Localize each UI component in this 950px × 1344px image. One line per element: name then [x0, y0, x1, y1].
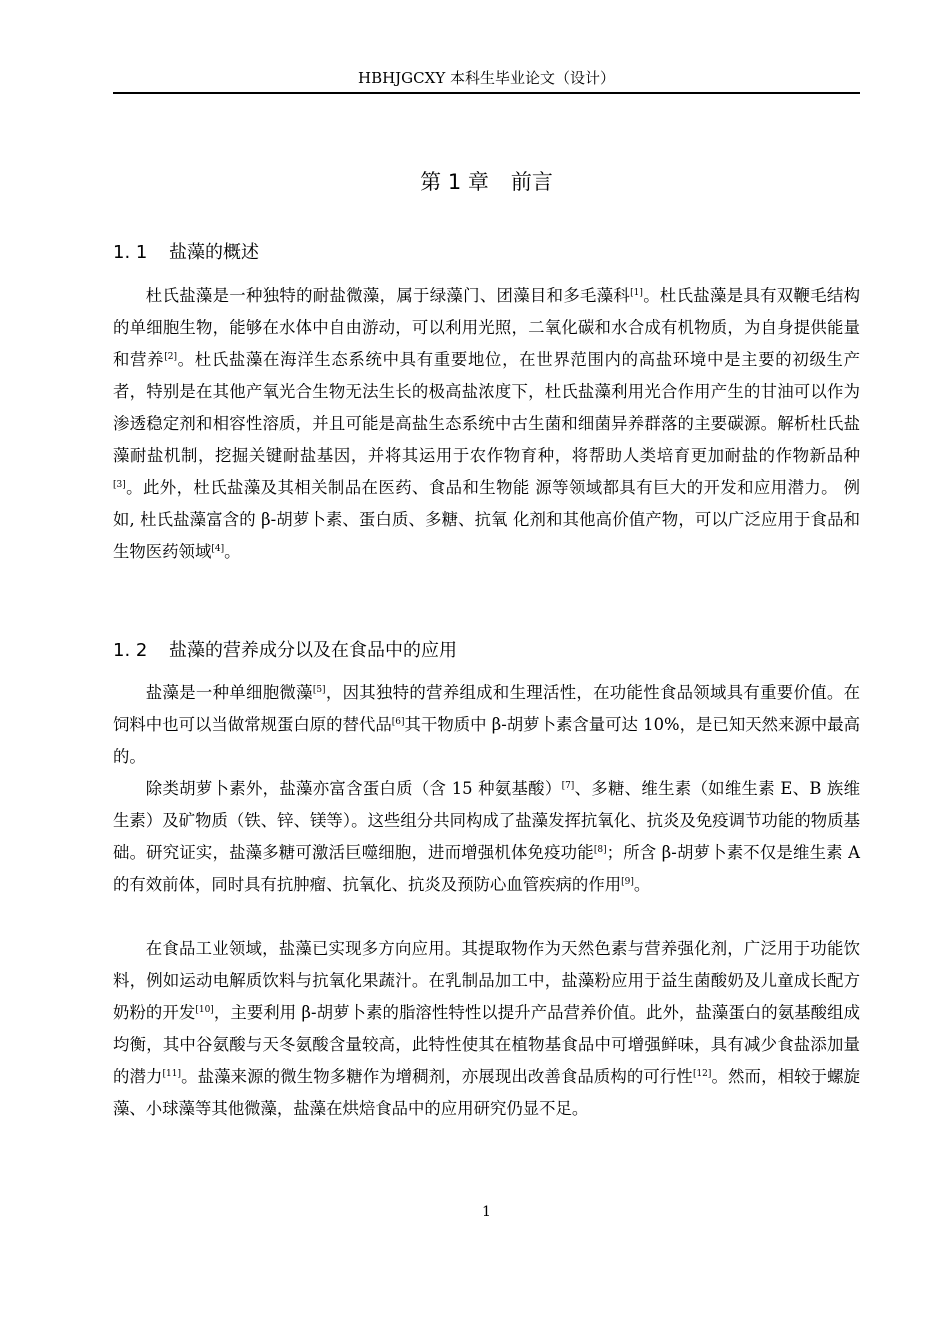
running-header: HBHJGCXY 本科生毕业论文（设计） — [357, 69, 615, 87]
section-title: 盐藻的营养成分以及在食品中的应用 — [169, 640, 457, 661]
text-run: 除类胡萝卜素外，盐藻亦富含蛋白质（含 15 种氨基酸） — [145, 779, 562, 798]
citation-ref: [4] — [211, 544, 225, 554]
body-paragraph — [113, 677, 860, 773]
citation-ref: [10] — [195, 1005, 214, 1015]
citation-ref: [9] — [621, 877, 634, 887]
text-run: ，主要利用 β-胡萝卜素的脂溶性特性以提升产品营养价值。此外，盐藻蛋白的氨基酸组成均衡，其中谷氨酸与天冬氨酸含量较高，此特性使其在植物基食品中可增强鲜味，具有减少食盐添加量的潜力 — [113, 1003, 860, 1086]
body-paragraph — [113, 933, 860, 1125]
section-heading-1-2 — [113, 638, 860, 664]
body-paragraph — [113, 280, 860, 568]
citation-ref: [12] — [692, 1069, 712, 1079]
text-run: 。此外，杜氏盐藻及其相关制品在医药、食品和生物能 源等领域都具有巨大的开发和应用潜力。 例如, 杜氏盐藻富含的 β-胡萝卜素、蛋白质、多糖、抗氧 化剂和其他高价值产物，可以广泛应用于食品和 生物医药领域 — [113, 478, 860, 561]
section-heading-1-1 — [113, 240, 860, 266]
section-title: 盐藻的概述 — [169, 242, 259, 263]
text-run: 、多糖、维生素（如维生素 E、B 族维生素）及矿物质（铁、锌、镁等）。这些组分共同构成了盐藻发挥抗氧化、抗炎及免疫调节功能的物质基础。研究证实，盐藻多糖可激活巨噬细胞，进而增强机体免疫功能 — [113, 779, 860, 862]
section-number: 1. 2 — [113, 640, 148, 661]
text-run: 杜氏盐藻是一种独特的耐盐微藻，属于绿藻门、团藻目和多毛藻科 — [145, 286, 631, 305]
citation-ref: [6] — [391, 717, 405, 727]
chapter-number: 第 1 章 — [420, 170, 489, 194]
text-run: 。杜氏盐藻是具有双鞭毛结构的单细胞生物，能够在水体中自由游动，可以利用光照，二氧化碳和水合成有机物质，为自身提供能量和营养 — [113, 286, 861, 369]
text-run: ；所含 β-胡萝卜素不仅是维生素 A 的有效前体，同时具有抗肿瘤、抗氧化、抗炎及预防心血管疾病的作用 — [113, 843, 861, 894]
citation-ref: [7] — [561, 781, 575, 791]
header-rule — [113, 92, 860, 94]
text-run: 盐藻是一种单细胞微藻 — [145, 683, 313, 702]
text-run: 。 — [224, 542, 241, 561]
text-run: 。杜氏盐藻在海洋生态系统中具有重要地位，在世界范围内的高盐环境中是主要的初级生产者，特别是在其他产氧光合生物无法生长的极高盐浓度下，杜氏盐藻利用光合作用产生的甘油可以作为渗透稳定剂和相容性溶质，并且可能是高盐生态系统中古生菌和细菌异养群落的主要碳源。解析杜氏盐藻耐盐机制，挖掘关键耐盐基因，并将其运用于农作物育种，将帮助人类培育更加耐盐的作物新品种 — [113, 350, 861, 465]
page-number: 1 — [482, 1204, 491, 1220]
citation-ref: [11] — [162, 1069, 182, 1079]
citation-ref: [5] — [312, 685, 326, 695]
body-paragraph — [113, 773, 860, 901]
text-run: 在食品工业领域，盐藻已实现多方向应用。其提取物作为天然色素与营养强化剂，广泛用于功能饮料，例如运动电解质饮料与抗氧化果蔬汁。在乳制品加工中，盐藻粉应用于益生菌酸奶及儿童成长配方奶粉的开发 — [113, 939, 860, 1022]
section-number: 1. 1 — [113, 242, 148, 263]
text-run: ，因其独特的营养组成和生理活性，在功能性食品领域具有重要价值。在饲料中也可以当做常规蛋白原的替代品 — [113, 683, 861, 734]
citation-ref: [3] — [113, 480, 126, 490]
text-run: 其干物质中 β-胡萝卜素含量可达 10%，是已知天然来源中最高的。 — [113, 715, 860, 766]
text-run: 。然而，相较于螺旋藻、小球藻等其他微藻，盐藻在烘焙食品中的应用研究仍显不足。 — [113, 1067, 861, 1118]
citation-ref: [1] — [630, 288, 643, 298]
chapter-title — [113, 167, 860, 197]
text-run: 。盐藻来源的微生物多糖作为增稠剂，亦展现出改善食品质构的可行性 — [181, 1067, 693, 1086]
citation-ref: [8] — [593, 845, 607, 855]
citation-ref: [2] — [164, 352, 177, 362]
chapter-name: 前言 — [510, 170, 553, 194]
text-run: 。 — [633, 875, 651, 894]
